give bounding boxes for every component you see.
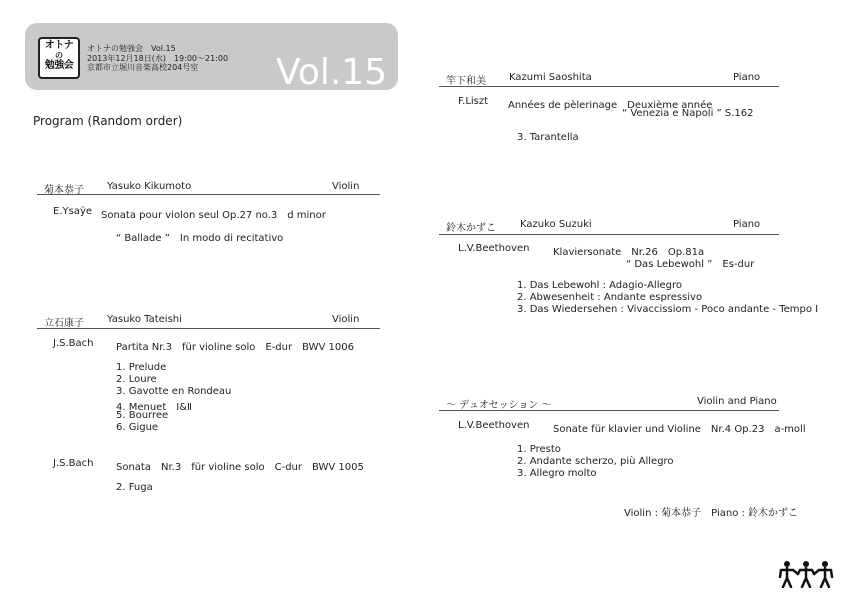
movement: 3. Allegro molto [517, 468, 597, 479]
performer-instrument: Violin [332, 181, 360, 192]
logo-line-1: オトナ [44, 40, 74, 51]
section-rule [439, 410, 779, 411]
three-people-icon [778, 560, 834, 588]
event-title: オトナの勉強会 Vol.15 [87, 44, 176, 53]
section-rule [37, 194, 380, 195]
movement: 5. Bourree [116, 410, 169, 421]
movement: 2. Loure [116, 374, 157, 385]
work-title: Sonate für klavier und Violine Nr.4 Op.23 a-moll [553, 424, 806, 435]
event-venue: 京都市立堀川音楽高校204号室 [87, 63, 199, 72]
volume-label: Vol.15 [276, 52, 388, 93]
work-subtitle: “ Venezia e Napoli ” S.162 [622, 108, 754, 119]
movement: 2. Abwesenheit : Andante espressivo [517, 292, 703, 303]
section-rule [37, 328, 380, 329]
work-title: Années de pèlerinage Deuxième année [508, 100, 713, 111]
logo-line-3: 勉強会 [44, 60, 74, 71]
logo-line-2: の [55, 51, 63, 60]
composer: L.V.Beethoven [458, 420, 530, 431]
composer: L.V.Beethoven [458, 243, 530, 254]
performer-instrument: Violin [332, 314, 360, 325]
work-title: Klaviersonate Nr.26 Op.81a [553, 247, 705, 258]
work-title: Sonata pour violon seul Op.27 no.3 d minor [101, 210, 326, 221]
composer: F.Liszt [458, 96, 489, 107]
performer-name-jp: 立石康子 [44, 318, 84, 329]
movement: 6. Gigue [116, 422, 159, 433]
movement: 3. Das Wiedersehen : Vivaccissiom - Poco andante - Tempo I [517, 304, 819, 315]
performer-name-jp: 竿下和美 [446, 76, 486, 87]
movement: 2. Andante scherzo, più Allegro [517, 456, 674, 467]
performer-instrument: Piano [733, 72, 761, 83]
movement: 1. Das Lebewohl : Adagio-Allegro [517, 280, 682, 291]
work-subtitle: “ Das Lebewohl ” Es-dur [626, 259, 755, 270]
composer: E.Ysaÿe [53, 206, 93, 217]
logo [38, 37, 80, 79]
performer-instrument: Piano [733, 219, 761, 230]
performer-name-en: Yasuko Tateishi [107, 314, 182, 325]
event-datetime: 2013年12月18日(水) 19:00～21:00 [87, 54, 229, 63]
movement: 1. Presto [517, 444, 561, 455]
performers-credit: Violin : 菊本恭子 Piano : 鈴木かずこ [624, 508, 799, 519]
section-rule [439, 86, 779, 87]
composer: J.S.Bach [53, 458, 94, 469]
work-title: Partita Nr.3 für violine solo E-dur BWV 1006 [116, 342, 354, 353]
movement: 1. Prelude [116, 362, 167, 373]
performer-name-en: Kazumi Saoshita [509, 72, 592, 83]
composer: J.S.Bach [53, 338, 94, 349]
program-title: Program (Random order) [33, 114, 183, 128]
movement: 3. Gavotte en Rondeau [116, 386, 232, 397]
performer-instrument: Violin and Piano [697, 396, 777, 407]
work-title: Sonata Nr.3 für violine solo C-dur BWV 1005 [116, 462, 364, 473]
performer-name-en: Kazuko Suzuki [520, 219, 592, 230]
section-heading: ～ デュオセッション ～ [446, 400, 552, 411]
work-subtitle: “ Ballade ” In modo di recitativo [116, 233, 284, 244]
performer-name-en: Yasuko Kikumoto [107, 181, 192, 192]
movement: 3. Tarantella [517, 132, 579, 143]
section-rule [439, 234, 779, 235]
movement: 4. Menuet Ⅰ&Ⅱ [116, 402, 192, 413]
performer-name-jp: 菊本恭子 [44, 185, 84, 196]
performer-name-jp: 鈴木かずこ [446, 223, 496, 234]
movement: 2. Fuga [116, 482, 153, 493]
